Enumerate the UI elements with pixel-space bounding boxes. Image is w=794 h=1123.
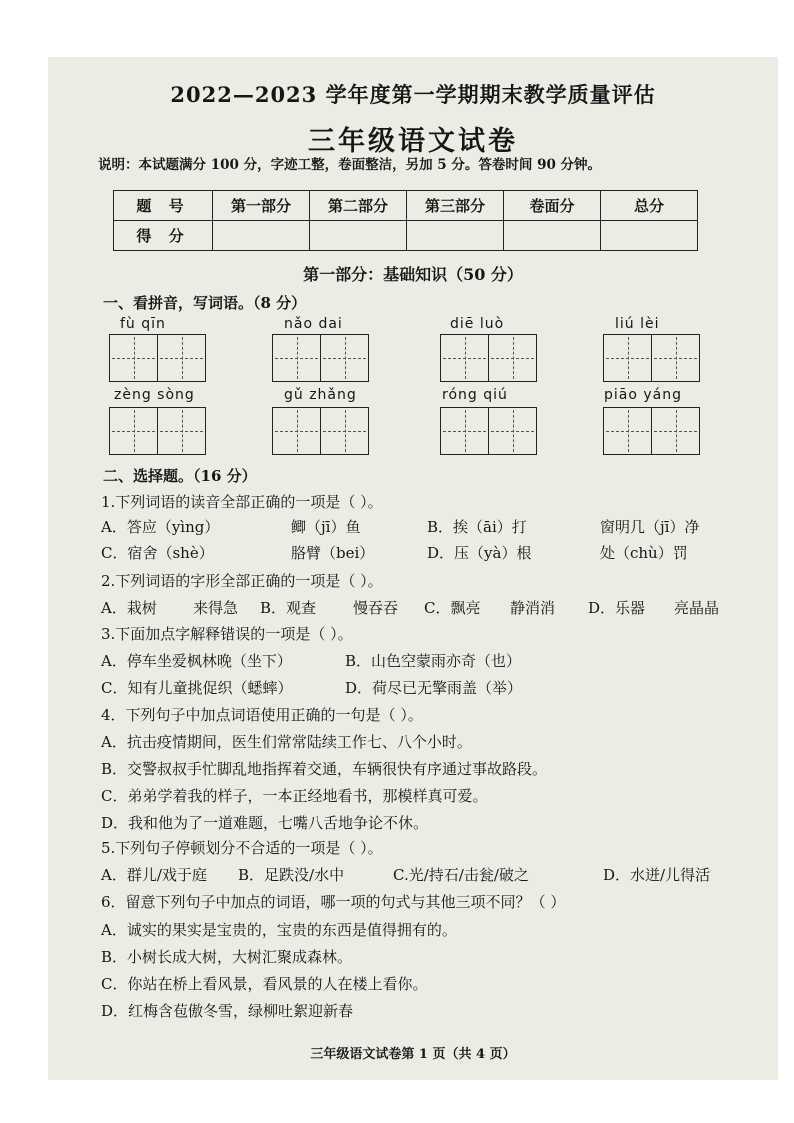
writing-grid[interactable] <box>603 334 700 382</box>
exam-page <box>48 57 778 1080</box>
pinyin-label: diē luò <box>450 316 505 332</box>
score-table-header: 总分 <box>601 191 698 221</box>
option: B．观查 <box>260 599 317 617</box>
option: D．荷尽已无擎雨盖（举） <box>345 679 523 697</box>
option: C．知有儿童挑促织（蟋蟀） <box>101 679 293 697</box>
question-stem: 5.下列句子停顿划分不合适的一项是（ ）。 <box>101 839 383 857</box>
option: 胳臂（bei） <box>291 544 375 562</box>
score-table-score-row <box>114 221 698 251</box>
pinyin-label: gǔ zhǎng <box>284 387 357 403</box>
option: D．压（yà）根 <box>427 544 532 562</box>
option: B．小树长成大树，大树汇聚成森林。 <box>101 948 353 966</box>
score-cell[interactable] <box>407 221 504 251</box>
option: A．抗击疫情期间，医生们常常陆续工作七、八个小时。 <box>101 733 472 751</box>
question-heading: 一、看拼音，写词语。（8 分） <box>103 294 307 312</box>
option: 鲫（jī）鱼 <box>291 518 361 536</box>
option: C．你站在桥上看风景，看风景的人在楼上看你。 <box>101 975 428 993</box>
option: 来得急 <box>193 599 239 617</box>
option: 静消消 <box>510 599 556 617</box>
pinyin-label: liú lèi <box>615 316 660 332</box>
option: C．宿舍（shè） <box>101 544 214 562</box>
score-table-header-row <box>114 191 698 221</box>
score-row-label: 得 分 <box>114 221 213 251</box>
question-stem: 2.下列词语的字形全部正确的一项是（ ）。 <box>101 572 383 590</box>
option: 亮晶晶 <box>674 599 720 617</box>
option: D．红梅含苞傲冬雪，绿柳吐絮迎新春 <box>101 1002 354 1020</box>
score-table-header: 题 号 <box>114 191 213 221</box>
score-cell[interactable] <box>504 221 601 251</box>
score-table-header: 卷面分 <box>504 191 601 221</box>
option: B．挨（āi）打 <box>427 518 527 536</box>
option: B．交警叔叔手忙脚乱地指挥着交通，车辆很快有序通过事故路段。 <box>101 760 548 778</box>
pinyin-label: nǎo dai <box>284 316 343 332</box>
option: C.光/持石/击瓮/破之 <box>393 866 529 884</box>
option: C．飘亮 <box>424 599 481 617</box>
option: 窗明几（jī）净 <box>600 518 700 536</box>
writing-grid[interactable] <box>109 407 206 455</box>
question-stem: 3.下面加点字解释错误的一项是（ ）。 <box>101 625 353 643</box>
score-table <box>113 190 698 251</box>
option: D．水迸/儿得活 <box>603 866 711 884</box>
score-cell[interactable] <box>310 221 407 251</box>
option: B．足跌没/水中 <box>238 866 345 884</box>
page-footer: 三年级语文试卷第 1 页（共 4 页） <box>310 1047 516 1062</box>
score-cell[interactable] <box>601 221 698 251</box>
option: A．群儿/戏于庭 <box>101 866 207 884</box>
option: C．弟弟学着我的样子，一本正经地看书，那模样真可爱。 <box>101 787 488 805</box>
option: B．山色空蒙雨亦奇（也） <box>345 652 522 670</box>
exam-title: 三年级语文试卷 <box>308 126 518 157</box>
pinyin-label: zèng sòng <box>114 387 195 403</box>
option: A．诚实的果实是宝贵的，宝贵的东西是值得拥有的。 <box>101 921 457 939</box>
section-title: 第一部分：基础知识（50 分） <box>303 265 523 284</box>
option: A．答应（yìng） <box>101 518 220 536</box>
question-heading: 二、选择题。（16 分） <box>103 467 257 485</box>
writing-grid[interactable] <box>440 407 537 455</box>
question-stem: 6．留意下列句子中加点的词语，哪一项的句式与其他三项不同？（ ） <box>101 893 566 911</box>
writing-grid[interactable] <box>440 334 537 382</box>
exam-title-year: 2022—2023 学年度第一学期期末教学质量评估 <box>170 82 656 107</box>
option: D．我和他为了一道难题，七嘴八舌地争论不休。 <box>101 814 429 832</box>
pinyin-label: róng qiú <box>442 387 508 403</box>
instructions: 说明：本试题满分 100 分，字迹工整，卷面整洁，另加 5 分。答卷时间 90 分钟。 <box>98 157 602 173</box>
score-table-header: 第二部分 <box>310 191 407 221</box>
question-stem: 1.下列词语的读音全部正确的一项是（ ）。 <box>101 493 383 511</box>
writing-grid[interactable] <box>272 334 369 382</box>
score-table-header: 第一部分 <box>213 191 310 221</box>
option: 慢吞吞 <box>353 599 399 617</box>
score-cell[interactable] <box>213 221 310 251</box>
option: D．乐器 <box>588 599 646 617</box>
writing-grid[interactable] <box>603 407 700 455</box>
pinyin-label: piāo yáng <box>604 387 682 403</box>
writing-grid[interactable] <box>109 334 206 382</box>
option: 处（chù）罚 <box>600 544 688 562</box>
pinyin-label: fù qīn <box>120 316 166 332</box>
option: A．栽树 <box>101 599 157 617</box>
question-stem: 4．下列句子中加点词语使用正确的一句是（ ）。 <box>101 706 423 724</box>
writing-grid[interactable] <box>272 407 369 455</box>
option: A．停车坐爱枫林晚（坐下） <box>101 652 292 670</box>
score-table-header: 第三部分 <box>407 191 504 221</box>
